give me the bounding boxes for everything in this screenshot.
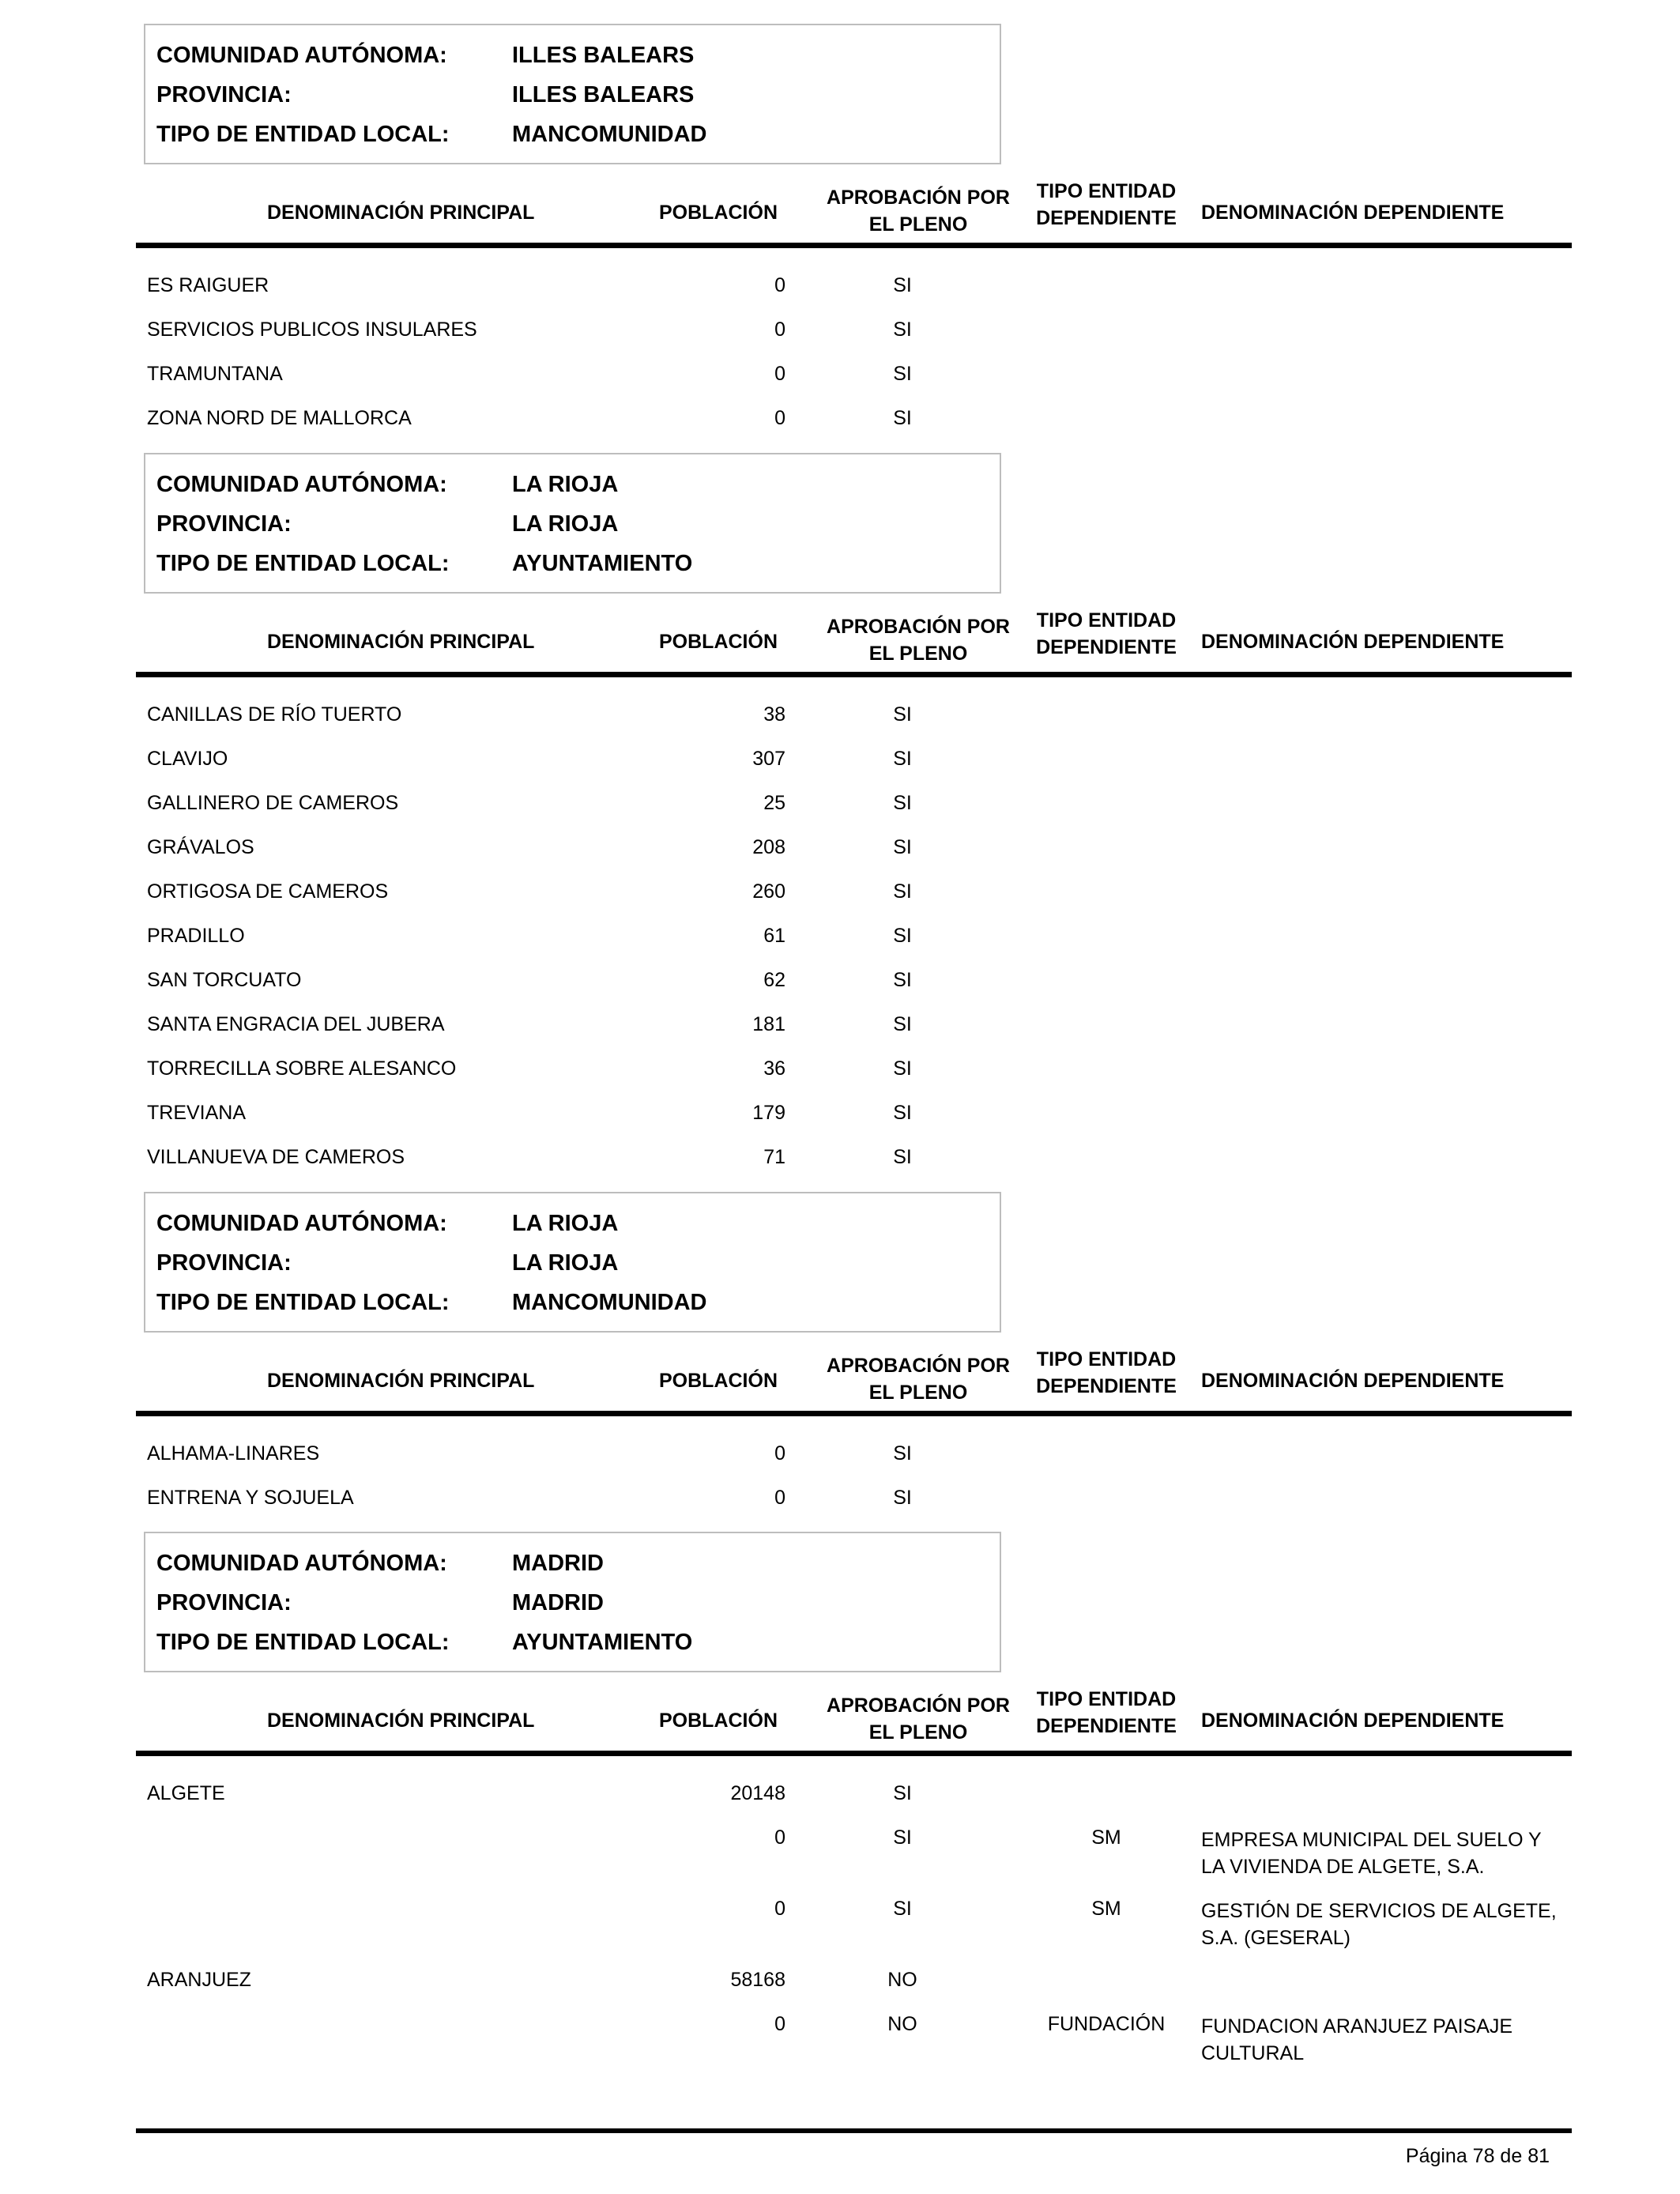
header-aprobacion: APROBACIÓN POR EL PLENO: [827, 1355, 1010, 1404]
row-aprobacion: NO: [887, 1969, 917, 1991]
row-name: SAN TORCUATO: [147, 969, 302, 991]
row-poblacion: 179: [752, 1102, 785, 1124]
row-poblacion: 0: [774, 319, 785, 341]
provincia-value: ILLES BALEARS: [512, 82, 695, 107]
row-poblacion: 38: [763, 703, 785, 726]
tipo-entidad-label: TIPO DE ENTIDAD LOCAL:: [156, 551, 450, 576]
header-denominacion-dependiente: DENOMINACIÓN DEPENDIENTE: [1201, 1710, 1505, 1732]
header-denominacion-dependiente: DENOMINACIÓN DEPENDIENTE: [1201, 202, 1505, 224]
row-aprobacion: SI: [893, 1782, 912, 1804]
footer-rule: [136, 2128, 1572, 2133]
header-rule: [136, 1411, 1572, 1416]
header-denominacion-dependiente: DENOMINACIÓN DEPENDIENTE: [1201, 631, 1505, 653]
provincia-label: PROVINCIA:: [156, 511, 292, 537]
comunidad-value: LA RIOJA: [512, 1211, 619, 1236]
row-aprobacion: SI: [893, 880, 912, 903]
entity-info-box: [144, 453, 1001, 594]
entity-info-box: [144, 24, 1001, 164]
row-poblacion: 0: [774, 2013, 785, 2035]
row-poblacion: 61: [763, 925, 785, 947]
row-denominacion-dependiente: GESTIÓN DE SERVICIOS DE ALGETE, S.A. (GESERAL): [1201, 1900, 1557, 1949]
row-name: TORRECILLA SOBRE ALESANCO: [147, 1057, 457, 1080]
row-name: ZONA NORD DE MALLORCA: [147, 407, 412, 429]
row-aprobacion: SI: [893, 319, 912, 341]
row-poblacion: 20148: [730, 1782, 785, 1804]
row-aprobacion: SI: [893, 748, 912, 770]
header-rule: [136, 1751, 1572, 1756]
row-poblacion: 208: [752, 836, 785, 858]
row-name: SERVICIOS PUBLICOS INSULARES: [147, 319, 477, 341]
header-denominacion-principal: DENOMINACIÓN PRINCIPAL: [267, 1370, 535, 1392]
row-aprobacion: SI: [893, 1057, 912, 1080]
comunidad-label: COMUNIDAD AUTÓNOMA:: [156, 472, 447, 497]
comunidad-label: COMUNIDAD AUTÓNOMA:: [156, 1551, 447, 1576]
header-poblacion: POBLACIÓN: [659, 631, 778, 653]
row-poblacion: 0: [774, 363, 785, 385]
tipo-entidad-label: TIPO DE ENTIDAD LOCAL:: [156, 1290, 450, 1315]
header-tipo-entidad: TIPO ENTIDAD DEPENDIENTE: [1036, 180, 1177, 229]
row-aprobacion: SI: [893, 1102, 912, 1124]
provincia-label: PROVINCIA:: [156, 1590, 292, 1615]
row-name: GRÁVALOS: [147, 836, 254, 858]
row-poblacion: 0: [774, 1826, 785, 1849]
header-tipo-entidad: TIPO ENTIDAD DEPENDIENTE: [1036, 1348, 1177, 1397]
entity-info-box: [144, 1532, 1001, 1672]
header-rule: [136, 672, 1572, 677]
row-poblacion: 0: [774, 407, 785, 429]
row-name: ALHAMA-LINARES: [147, 1442, 320, 1465]
header-aprobacion: APROBACIÓN POR EL PLENO: [827, 1695, 1010, 1744]
header-rule: [136, 243, 1572, 248]
row-poblacion: 36: [763, 1057, 785, 1080]
tipo-entidad-value: AYUNTAMIENTO: [512, 551, 693, 576]
row-poblacion: 58168: [730, 1969, 785, 1991]
row-aprobacion: SI: [893, 1487, 912, 1509]
row-aprobacion: SI: [893, 274, 912, 296]
row-poblacion: 260: [752, 880, 785, 903]
comunidad-value: MADRID: [512, 1551, 604, 1576]
header-aprobacion: APROBACIÓN POR EL PLENO: [827, 616, 1010, 665]
row-name: VILLANUEVA DE CAMEROS: [147, 1146, 405, 1168]
row-poblacion: 0: [774, 1487, 785, 1509]
row-aprobacion: SI: [893, 1146, 912, 1168]
header-poblacion: POBLACIÓN: [659, 1370, 778, 1392]
row-aprobacion: SI: [893, 925, 912, 947]
provincia-label: PROVINCIA:: [156, 1250, 292, 1276]
comunidad-label: COMUNIDAD AUTÓNOMA:: [156, 43, 447, 68]
page-number: Página 78 de 81: [1405, 2145, 1550, 2167]
row-poblacion: 0: [774, 1898, 785, 1920]
tipo-entidad-value: MANCOMUNIDAD: [512, 122, 707, 147]
provincia-value: LA RIOJA: [512, 1250, 619, 1276]
row-poblacion: 62: [763, 969, 785, 991]
row-name: GALLINERO DE CAMEROS: [147, 792, 399, 814]
row-tipo-entidad: SM: [1091, 1826, 1121, 1849]
row-poblacion: 71: [763, 1146, 785, 1168]
row-tipo-entidad: FUNDACIÓN: [1047, 2013, 1166, 2035]
row-name: CANILLAS DE RÍO TUERTO: [147, 703, 402, 726]
row-aprobacion: SI: [893, 1826, 912, 1849]
header-poblacion: POBLACIÓN: [659, 1710, 778, 1732]
row-poblacion: 307: [752, 748, 785, 770]
row-name: ES RAIGUER: [147, 274, 269, 296]
row-poblacion: 0: [774, 274, 785, 296]
row-poblacion: 25: [763, 792, 785, 814]
header-aprobacion: APROBACIÓN POR EL PLENO: [827, 187, 1010, 236]
provincia-value: LA RIOJA: [512, 511, 619, 537]
tipo-entidad-label: TIPO DE ENTIDAD LOCAL:: [156, 122, 450, 147]
row-aprobacion: SI: [893, 792, 912, 814]
row-name: SANTA ENGRACIA DEL JUBERA: [147, 1013, 445, 1035]
row-name: ALGETE: [147, 1782, 225, 1804]
row-poblacion: 181: [752, 1013, 785, 1035]
row-denominacion-dependiente: EMPRESA MUNICIPAL DEL SUELO Y LA VIVIENDA DE ALGETE, S.A.: [1201, 1829, 1542, 1878]
row-aprobacion: SI: [893, 969, 912, 991]
header-tipo-entidad: TIPO ENTIDAD DEPENDIENTE: [1036, 609, 1177, 658]
row-poblacion: 0: [774, 1442, 785, 1465]
entity-info-box: [144, 1192, 1001, 1333]
row-aprobacion: SI: [893, 363, 912, 385]
comunidad-value: LA RIOJA: [512, 472, 619, 497]
header-denominacion-dependiente: DENOMINACIÓN DEPENDIENTE: [1201, 1370, 1505, 1392]
row-name: TRAMUNTANA: [147, 363, 283, 385]
comunidad-value: ILLES BALEARS: [512, 43, 695, 68]
header-denominacion-principal: DENOMINACIÓN PRINCIPAL: [267, 1710, 535, 1732]
provincia-value: MADRID: [512, 1590, 604, 1615]
header-denominacion-principal: DENOMINACIÓN PRINCIPAL: [267, 202, 535, 224]
header-tipo-entidad: TIPO ENTIDAD DEPENDIENTE: [1036, 1688, 1177, 1737]
tipo-entidad-value: AYUNTAMIENTO: [512, 1630, 693, 1655]
tipo-entidad-value: MANCOMUNIDAD: [512, 1290, 707, 1315]
row-aprobacion: SI: [893, 836, 912, 858]
row-aprobacion: SI: [893, 407, 912, 429]
row-name: TREVIANA: [147, 1102, 247, 1124]
provincia-label: PROVINCIA:: [156, 82, 292, 107]
row-name: ORTIGOSA DE CAMEROS: [147, 880, 389, 903]
row-name: ARANJUEZ: [147, 1969, 251, 1991]
row-aprobacion: NO: [887, 2013, 917, 2035]
row-aprobacion: SI: [893, 703, 912, 726]
tipo-entidad-label: TIPO DE ENTIDAD LOCAL:: [156, 1630, 450, 1655]
row-name: ENTRENA Y SOJUELA: [147, 1487, 354, 1509]
comunidad-label: COMUNIDAD AUTÓNOMA:: [156, 1211, 447, 1236]
row-aprobacion: SI: [893, 1013, 912, 1035]
header-denominacion-principal: DENOMINACIÓN PRINCIPAL: [267, 631, 535, 653]
row-name: PRADILLO: [147, 925, 245, 947]
row-aprobacion: SI: [893, 1898, 912, 1920]
header-poblacion: POBLACIÓN: [659, 202, 778, 224]
row-tipo-entidad: SM: [1091, 1898, 1121, 1920]
row-denominacion-dependiente: FUNDACION ARANJUEZ PAISAJE CULTURAL: [1201, 2015, 1513, 2064]
row-name: CLAVIJO: [147, 748, 228, 770]
row-aprobacion: SI: [893, 1442, 912, 1465]
